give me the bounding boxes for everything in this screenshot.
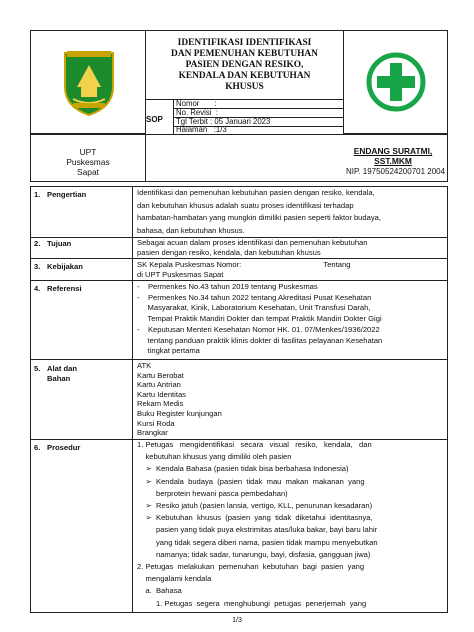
section-3-line: SK Kepala Puskesmas Nomor: Tentang [137, 260, 351, 269]
section-6-line: pasien yang tidak puya ekstrimitas atas/luka bakar, bayi baru lahir [137, 525, 378, 535]
section-6-line: mengalami kendala [137, 574, 212, 584]
document-title-line-1: IDENTIFIKASI IDENTIFIKASI [177, 38, 312, 48]
document-title-line-4: KENDALA DAN KEBUTUHAN [178, 71, 311, 81]
section-5-line: Kartu Berobat [137, 370, 184, 380]
health-cross-icon [365, 51, 427, 113]
signatory-title: SST.MKM [374, 156, 412, 166]
section-5-line: ATK [137, 361, 152, 370]
section-4-line: - Keputusan Menteri Kesehatan Nomor HK. 01. 07/Menkes/1936/2022 [137, 324, 380, 334]
section-1-line: hambatan-hambatan yang mungkin dimiliki pasien seperti faktor budaya, [137, 213, 381, 222]
section-5-line: Kartu Identitas [137, 389, 186, 399]
section-5-line: Brangkar [137, 428, 168, 438]
section-4-line: - Permenkes No.34 tahun 2022 tentang Akreditasi Pusat Kesehatan [137, 292, 372, 302]
section-5-line: Kartu Antrian [137, 380, 181, 390]
column-divider [132, 186, 133, 613]
section-6-line: ➢ Resiko jatuh (pasien lansia, vertigo, KLL, penurunan kesadaran) [137, 501, 373, 510]
section-6-label: Prosedur [47, 443, 81, 452]
document-title-line-2: DAN PEMENUHAN KEBUTUHAN [171, 49, 318, 59]
section-4-line: tingkat pertama [137, 346, 200, 356]
health-logo-cell [343, 30, 448, 134]
section-4-line: Tempat Praktik Mandiri Dokter dan tempat Praktik Mandiri Dokter Gigi [137, 314, 382, 324]
org-line-2: Puskesmas [66, 157, 110, 167]
section-6-line: ➢ Kendala budaya (pasien tidak mau makan makanan yang [137, 476, 365, 486]
section-6-line: yang tidak segera diberi nama, pasien tidak mampu menyebutkan [137, 537, 378, 547]
section-4-line: Masyarakat, Kinik, Laboratorium Kesehatan, Unit Transfusi Darah, [137, 303, 371, 313]
section-alat-bahan [30, 359, 448, 440]
signatory-name: ENDANG SURATMI, [353, 146, 433, 156]
section-1-line: dan kebutuhan khusus adalah suatu proses identifikasi terhadap [137, 200, 354, 210]
org-line-3: Sapat [77, 167, 99, 177]
section-5-line: Buku Register kunjungan [137, 409, 222, 418]
section-6-line: 2. Petugas melakukan pemenuhan kebutuhan bagi pasien yang [137, 562, 365, 571]
section-5-line: Rekam Medis [137, 399, 184, 409]
section-1-label: Pengertian [47, 190, 87, 199]
section-4-line: - Permenkes No.43 tahun 2019 tentang Puskesmas [137, 282, 318, 291]
section-5-line: Kursi Roda [137, 418, 175, 428]
page-number: 1/3 [232, 617, 242, 624]
section-1-line: bahasa, dan kebutuhan khusus. [137, 225, 245, 235]
section-6-line: ➢ Kebutuhan khusus (pasien yang tidak diketahui identitasnya, [137, 513, 373, 523]
field-revisi-text: No. Revisi : [176, 108, 219, 117]
section-3-label: Kebijakan [47, 262, 83, 271]
section-4-number: 4. [34, 284, 41, 293]
indragiri-hilir-emblem-icon [59, 47, 119, 117]
section-3-line: di UPT Puskesmas Sapat [137, 270, 224, 279]
field-tgl-terbit-text: Tgl Terbit : 05 Januari 2023 [176, 117, 271, 126]
section-6-line: 1. Petugas mengidentifikasi secara visual resiko, kendala, dan [137, 440, 372, 449]
section-4-label: Referensi [47, 284, 82, 293]
section-3-number: 3. [34, 262, 41, 271]
section-2-label: Tujuan [47, 239, 72, 248]
section-6-line: ➢ Kendala Bahasa (pasien tidak bisa berbahasa Indonesia) [137, 464, 349, 474]
section-5-label-2: Bahan [47, 374, 71, 383]
document-title-line-3: PASIEN DENGAN RESIKO, [185, 60, 304, 70]
section-5-number: 5. [34, 364, 41, 373]
section-5-label: Alat dan [47, 364, 77, 373]
section-6-line: kebutuhan khusus yang dimiliki oleh pasien [137, 452, 292, 462]
section-6-line: berprotein hewani pasca pembedahan) [137, 488, 288, 498]
field-halaman-text: Halaman :1/3 [176, 125, 227, 134]
section-6-line: namanya; tidak sadar, tunarungu, bayi, disfasia, gangguan jiwa) [137, 549, 371, 559]
logo-cell [30, 30, 146, 134]
section-6-number: 6. [34, 443, 41, 452]
section-2-line: Sebagai acuan dalam proses identifikasi dan pemenuhan kebutuhan [137, 238, 368, 247]
section-1-line: Identifikasi dan pemenuhan kebutuhan pasien dengan resiko, kendala, [137, 188, 375, 197]
section-1-number: 1. [34, 190, 41, 199]
document-title-line-5: KHUSUS [225, 82, 264, 92]
org-line-1: UPT [79, 147, 97, 157]
sop-label: SOP [146, 115, 163, 124]
field-nomor-text: Nomor : [176, 99, 217, 108]
section-6-line: a. Bahasa [137, 586, 182, 596]
section-2-line: pasien dengan resiko, kendala, dan kebutuhan khusus [137, 248, 321, 257]
section-2-number: 2. [34, 239, 41, 248]
logo-text: INDRAGIRI HILIR [69, 44, 102, 49]
sop-page [30, 30, 448, 613]
section-6-line: 1. Petugas segera menghubungi petugas penerjemah yang [137, 598, 367, 608]
signatory-nip: NIP. 19750524200701 2004 [346, 167, 446, 176]
section-4-line: tentang panduan praktik klinis dokter di fasilitas pelayanan Kesehatan [137, 335, 383, 345]
